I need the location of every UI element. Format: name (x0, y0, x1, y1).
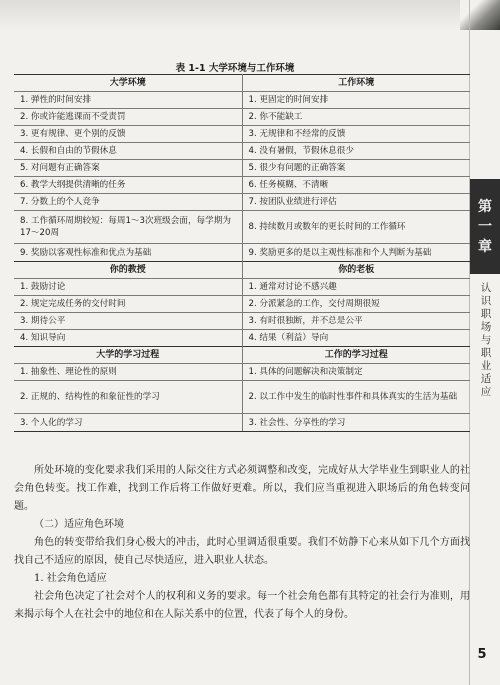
table-section-header (14, 262, 470, 279)
comparison-table (14, 74, 470, 432)
page-corner-shadow (460, 0, 500, 30)
table-cell-left: 2. 你或许能逃课而不受责罚 (14, 109, 242, 126)
table-section-header (14, 347, 470, 364)
table-cell-left: 1. 抽象性、理论性的原则 (14, 364, 242, 381)
table-row (14, 92, 470, 109)
table-row (14, 160, 470, 177)
right-column-header: 工作环境 (242, 75, 470, 92)
right-column-header: 你的老板 (242, 262, 470, 279)
page-top-shadow (0, 0, 500, 30)
table-cell-right: 2. 以工作中发生的临时性事件和具体真实的生活为基础 (242, 381, 470, 414)
table-cell-right: 3. 有时很独断，并不总是公平 (242, 313, 470, 330)
table-cell-right: 2. 你不能缺工 (242, 109, 470, 126)
table-cell-right: 2. 分派紧急的工作，交付周期很短 (242, 296, 470, 313)
table-cell-left: 9. 奖励以客观性标准和优点为基础 (14, 244, 242, 262)
table-row (14, 313, 470, 330)
table-row (14, 296, 470, 313)
table-cell-right: 4. 结果（利益）导向 (242, 330, 470, 347)
table-row (14, 364, 470, 381)
left-column-header: 大学环境 (14, 75, 242, 92)
table-row (14, 381, 470, 414)
table-cell-right: 3. 社会性、分享性的学习 (242, 414, 470, 432)
section-heading: （二）适应角色环境 (34, 519, 124, 530)
table-row (14, 244, 470, 262)
table-cell-right: 7. 按团队业绩进行评估 (242, 194, 470, 211)
table-cell-right: 4. 没有暑假，节假休息很少 (242, 143, 470, 160)
chapter-title: 认识职场与职业适应 (480, 282, 492, 398)
table-row (14, 330, 470, 347)
subsection-heading: 1. 社会角色适应 (34, 573, 107, 584)
table-cell-left: 2. 正规的、结构性的和象征性的学习 (14, 381, 242, 414)
table-cell-right: 9. 奖励更多的是以主观性标准和个人判断为基础 (242, 244, 470, 262)
table-cell-right: 1. 更固定的时间安排 (242, 92, 470, 109)
table-cell-right: 3. 无规律和不经常的反馈 (242, 126, 470, 143)
table-row (14, 126, 470, 143)
paragraph-1: 所处环境的变化要求我们采用的人际交往方式必须调整和改变，完成好从大学毕业生到职业人的社会角色转变。找工作难，找到工作后将工作做好更难。所以，我们应当重视进入职场后的角色转变问题。 (14, 465, 470, 512)
table-cell-left: 3. 更有规律、更个别的反馈 (14, 126, 242, 143)
table-cell-right: 1. 通常对讨论不感兴趣 (242, 279, 470, 296)
paragraph-2: 角色的转变带给我们身心极大的冲击，此时心里调适很重要。我们不妨静下心来从如下几个方面找找自己不适应的原因，使自己尽快适应，进入职业人状态。 (14, 537, 470, 566)
table-cell-left: 3. 个人化的学习 (14, 414, 242, 432)
table-cell-left: 7. 分数上的个人竞争 (14, 194, 242, 211)
table-cell-left: 4. 知识导向 (14, 330, 242, 347)
table-section-header (14, 75, 470, 92)
table-row (14, 109, 470, 126)
table-row (14, 194, 470, 211)
table-cell-left: 5. 对问题有正确答案 (14, 160, 242, 177)
page-number: 5 (477, 647, 487, 662)
table-cell-right: 8. 持续数月或数年的更长时间的工作循环 (242, 211, 470, 244)
table-cell-right: 1. 具体的问题解决和决策制定 (242, 364, 470, 381)
table-caption: 表 1-1 大学环境与工作环境 (175, 63, 295, 74)
table-row (14, 143, 470, 160)
table-cell-left: 2. 规定完成任务的交付时间 (14, 296, 242, 313)
table-cell-left: 1. 鼓励讨论 (14, 279, 242, 296)
table-cell-left: 6. 教学大纲提供清晰的任务 (14, 177, 242, 194)
table-cell-left: 1. 弹性的时间安排 (14, 92, 242, 109)
table-row (14, 177, 470, 194)
chapter-tab (470, 179, 500, 274)
table-row (14, 211, 470, 244)
chapter-char-3: 章 (478, 238, 492, 255)
right-column-header: 工作的学习过程 (242, 347, 470, 364)
chapter-char-1: 第 (478, 198, 492, 215)
table-row (14, 279, 470, 296)
table-cell-left: 3. 期待公平 (14, 313, 242, 330)
table-cell-left: 4. 长假和自由的节假休息 (14, 143, 242, 160)
paragraph-3: 社会角色决定了社会对个人的权利和义务的要求。每一个社会角色都有其特定的社会行为准则，用来揭示每个人在社会中的地位和在人际关系中的位置，代表了每个人的身份。 (14, 591, 470, 620)
left-column-header: 大学的学习过程 (14, 347, 242, 364)
table-cell-left: 8. 工作循环周期较短：每周1～3次班级会面，每学期为17～20周 (14, 211, 242, 244)
table-cell-right: 6. 任务模糊、不清晰 (242, 177, 470, 194)
table-row (14, 414, 470, 432)
left-column-header: 你的教授 (14, 262, 242, 279)
table-cell-right: 5. 很少有问题的正确答案 (242, 160, 470, 177)
chapter-char-2: 一 (478, 218, 492, 235)
